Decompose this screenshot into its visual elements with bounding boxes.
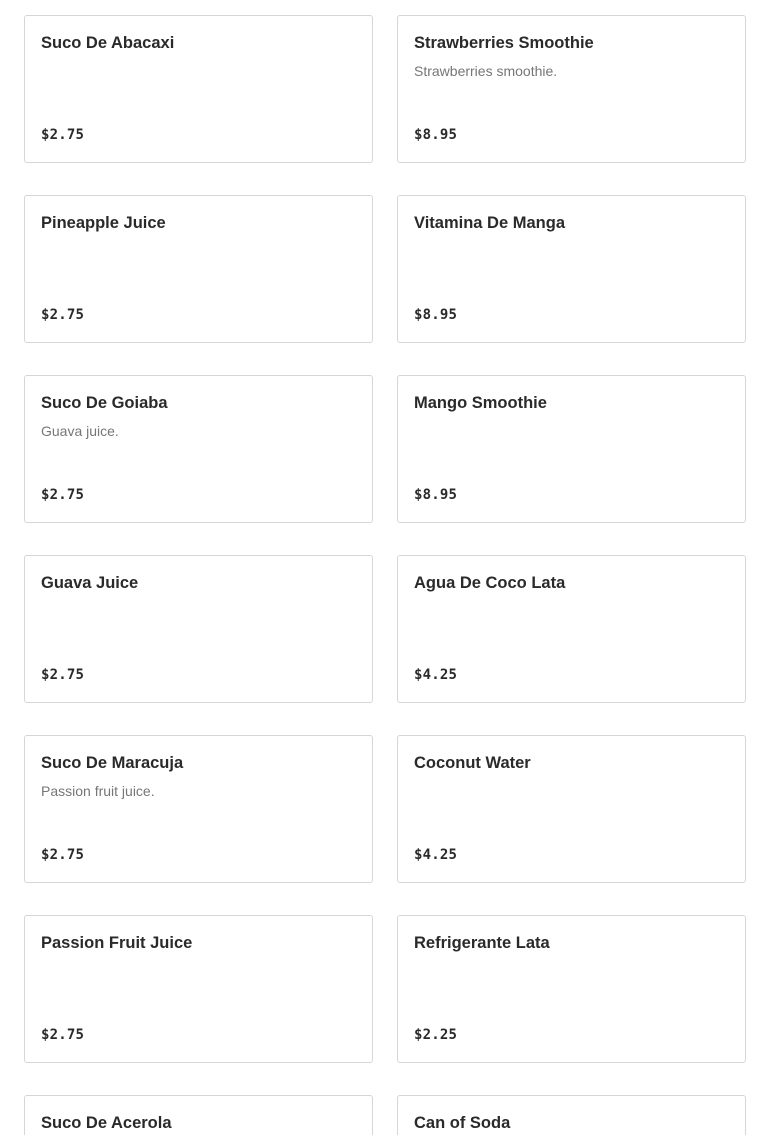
menu-item-price: $2.75 [41,667,85,683]
menu-item-price: $2.75 [41,487,85,503]
menu-item-price: $2.75 [41,847,85,863]
menu-item-description: Guava juice. [41,423,119,439]
menu-item-card[interactable] [397,195,746,343]
menu-item-name: Suco De Goiaba [41,394,168,412]
menu-item-name: Pineapple Juice [41,214,166,232]
menu-item-card[interactable] [397,375,746,523]
menu-item-description: Strawberries smoothie. [414,63,558,79]
menu-item-card[interactable] [24,735,373,883]
menu-item-card[interactable] [397,15,746,163]
menu-item-price: $4.25 [414,667,458,683]
menu-item-name: Passion Fruit Juice [41,934,193,952]
menu-item-name: Suco De Abacaxi [41,34,175,52]
menu-item-card[interactable] [397,915,746,1063]
menu-item-card[interactable] [24,555,373,703]
menu-item-name: Vitamina De Manga [414,214,565,232]
menu-item-name: Guava Juice [41,574,139,592]
menu-item-card[interactable] [24,15,373,163]
menu-item-name: Mango Smoothie [414,394,547,412]
menu-item-price: $8.95 [414,127,458,143]
menu-item-card[interactable] [397,555,746,703]
menu-item-name: Strawberries Smoothie [414,34,594,52]
menu-item-name: Suco De Acerola [41,1114,172,1132]
menu-item-name: Refrigerante Lata [414,934,550,952]
menu-item-price: $2.25 [414,1027,458,1043]
menu-item-price: $2.75 [41,127,85,143]
menu-item-name: Suco De Maracuja [41,754,184,772]
menu-item-card[interactable] [24,915,373,1063]
menu-item-name: Can of Soda [414,1114,511,1132]
menu-item-price: $8.95 [414,487,458,503]
menu-item-card[interactable] [397,1095,746,1135]
menu-item-price: $8.95 [414,307,458,323]
menu-item-card[interactable] [24,195,373,343]
menu-item-name: Agua De Coco Lata [414,574,566,592]
menu-item-card[interactable] [397,735,746,883]
menu-item-price: $2.75 [41,307,85,323]
menu-item-card[interactable] [24,375,373,523]
menu-item-price: $2.75 [41,1027,85,1043]
menu-item-price: $4.25 [414,847,458,863]
menu-item-name: Coconut Water [414,754,531,772]
menu-item-card[interactable] [24,1095,373,1135]
menu-item-description: Passion fruit juice. [41,783,155,799]
